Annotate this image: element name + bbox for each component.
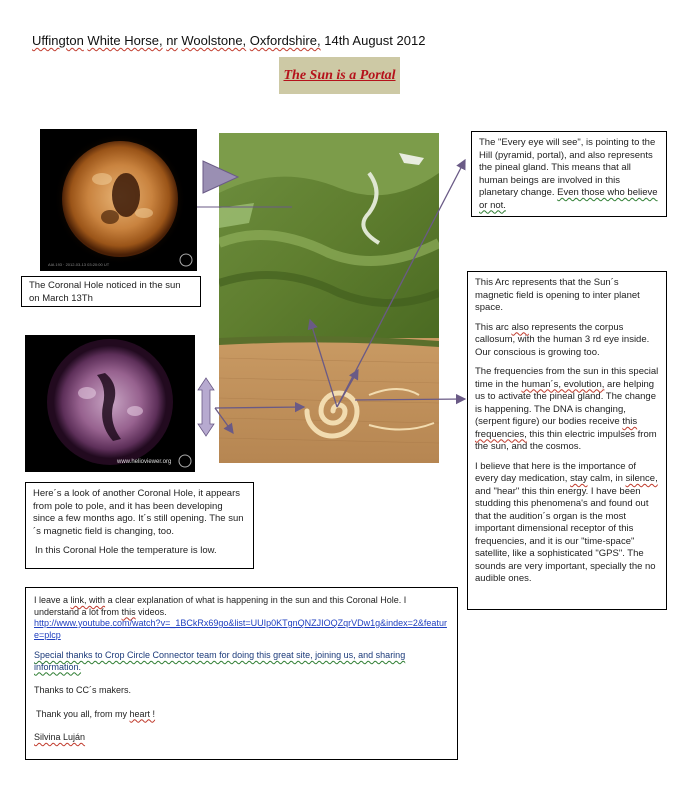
helioviewer-watermark: www.helioviewer.org bbox=[117, 459, 172, 465]
coronal-arrow bbox=[215, 407, 304, 408]
arc-p4-silence: silence, bbox=[625, 473, 658, 484]
arc-p4-c: and "hear" this thin energy. I have been studding this phenomena's and found out that the audition´s organ is the most important dimensional receptor of this frequencies, and it is our "time-space" satellite, like a sophisticated "GPS". The sounds are very important, specially the no audible ones. bbox=[475, 485, 656, 584]
link-intro-this: this bbox=[121, 606, 136, 617]
arc-paragraph-4 bbox=[475, 461, 659, 586]
link-intro-a: I leave a bbox=[34, 595, 69, 605]
arc-p4-a: I believe that here is the importance of every day medication, bbox=[475, 460, 637, 484]
header-date: 14th August 2012 bbox=[324, 33, 426, 48]
header-place-a: Uffington bbox=[32, 33, 84, 48]
arc-paragraph-2 bbox=[475, 322, 659, 360]
arc-p3-a: The frequencies from the sun in this special time in the bbox=[475, 366, 659, 390]
arc-p3-c: this thin electric impulses from the sun, and the cosmos. bbox=[475, 428, 657, 452]
header-place-b: White Horse, bbox=[87, 33, 163, 48]
thank-you-paragraph bbox=[36, 709, 449, 721]
header-place-e: Oxfordshire, bbox=[249, 33, 321, 48]
signature-paragraph bbox=[34, 732, 449, 744]
header-place-d: Woolstone, bbox=[181, 33, 247, 48]
arc-p2-a: This arc bbox=[475, 321, 509, 333]
arc-paragraph-3 bbox=[475, 366, 659, 454]
link-intro-c: videos. bbox=[138, 606, 167, 617]
arc-p3-evolution: human´s, evolution, bbox=[521, 378, 605, 390]
serpent-arrow bbox=[215, 408, 233, 433]
arc-arrow bbox=[337, 370, 358, 407]
coronal-paragraph-1: Here´s a look of another Coronal Hole, it appears from pole to pole, and it has been developing since a few months ago. It´s still opening. The sun´s magnetic field is changing, too. bbox=[33, 488, 244, 537]
arc-explanation-box bbox=[467, 271, 667, 610]
thank-you-heart: heart ! bbox=[129, 708, 156, 719]
link-intro-b: a clear explanation of what is happening in the sun and this Coronal Hole. I understand a lot from bbox=[34, 595, 407, 617]
arc-p3-b: are helping us to activate the pineal gland. The change is happening. The DNA is changing, (serpent figure) our bodies receive bbox=[475, 378, 656, 427]
thank-you-a: Thank you all, from my bbox=[36, 708, 128, 719]
link-intro-link-word: link, with bbox=[70, 595, 106, 605]
page-title: The Sun is a Portal bbox=[283, 67, 396, 83]
thanks-ccc-text: Special thanks to Crop Circle Connector team for doing this great site, joining us, and sharing information. bbox=[34, 650, 406, 672]
arc-p3-freq: this frequencies, bbox=[475, 416, 638, 440]
coronal-paragraph-2: In this Coronal Hole the temperature is low. bbox=[35, 545, 217, 556]
signature: Silvina Luján bbox=[34, 732, 86, 742]
eye-text: The "Every eye will see", is pointing to the Hill (pyramid, portal), and also represents the pineal gland. This means that all human beings are involved in this planetary change. bbox=[479, 137, 656, 198]
pyramid-triangle-icon bbox=[203, 161, 238, 193]
coronal-hole-box bbox=[25, 482, 254, 569]
youtube-link[interactable]: http://www.youtube.com/watch?v=_1BCkRx69go&list=UUIp0KTgnQNZJIOQZqrVDw1g&index=2&feature=plcp bbox=[34, 618, 447, 640]
arc-paragraph-1: This Arc represents that the Sun´s magnetic field is opening to inter planet space. bbox=[475, 277, 640, 313]
arc-p2-b: represents the corpus callosum, with the human 3 rd eye inside. Our conscious is growing too. bbox=[475, 321, 650, 358]
eye-text-underlined: Even those who believe or not. bbox=[479, 187, 658, 211]
arc-p2-also: also bbox=[511, 321, 529, 333]
links-and-thanks-box bbox=[25, 587, 458, 760]
link-intro-paragraph bbox=[34, 595, 449, 618]
arc-p4-stay: stay bbox=[570, 473, 588, 484]
svg-text:AIA 193 · 2012-03-13 03:20:00: AIA 193 · 2012-03-13 03:20:00 UT bbox=[48, 262, 110, 267]
eye-explanation-box bbox=[471, 131, 667, 217]
header-place-c: nr bbox=[166, 33, 178, 48]
coronal-hole-caption-text: The Coronal Hole noticed in the sun on March 13Th bbox=[29, 280, 181, 304]
frequency-arrow bbox=[355, 399, 465, 400]
arc-p4-b: calm, in bbox=[590, 473, 623, 484]
hill-arrow bbox=[310, 320, 337, 407]
eye-arrow bbox=[337, 160, 465, 407]
youtube-link-paragraph bbox=[34, 618, 449, 641]
thanks-cc-paragraph: Thanks to CC´s makers. bbox=[34, 685, 132, 695]
pole-to-pole-double-arrow bbox=[198, 378, 214, 436]
thanks-ccc-paragraph bbox=[34, 650, 449, 673]
